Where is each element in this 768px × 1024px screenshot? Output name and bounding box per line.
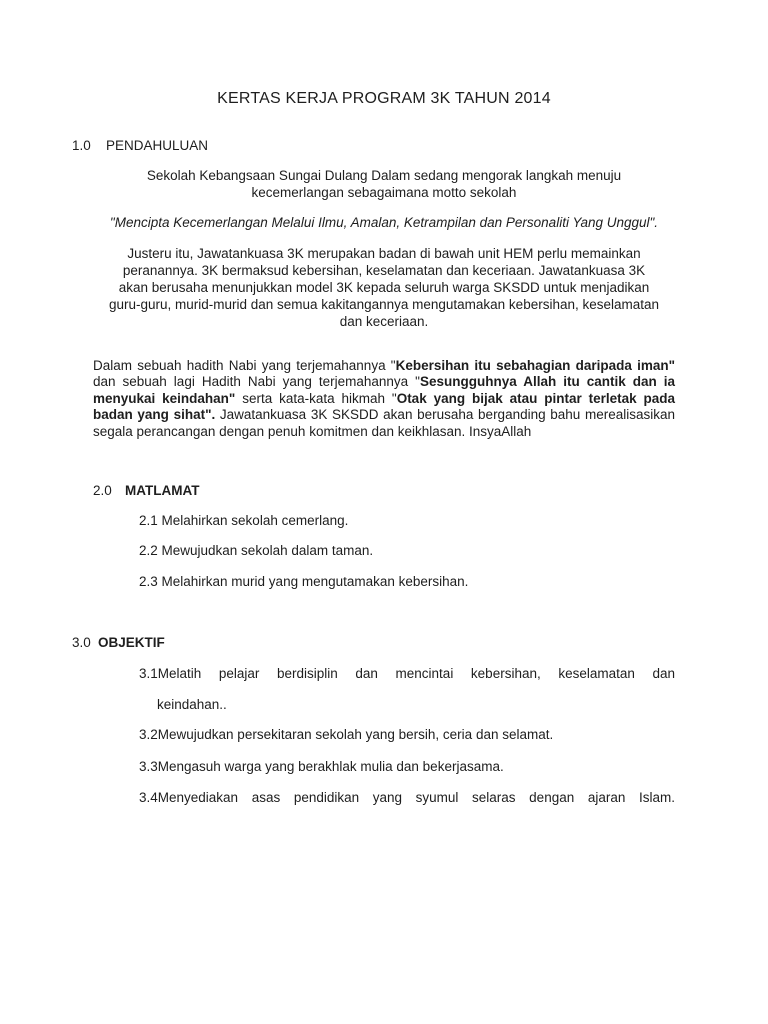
- section-heading-goals: [93, 482, 199, 499]
- objective-item: 3.2Mewujudkan persekitaran sekolah yang bersih, ceria dan selamat.: [139, 727, 554, 742]
- objective-item-continuation: keindahan..: [157, 697, 227, 712]
- intro-paragraph-line: Sekolah Kebangsaan Sungai Dulang Dalam sedang mengorak langkah menuju: [146, 168, 622, 183]
- section-title: MATLAMAT: [125, 483, 200, 498]
- document-title: KERTAS KERJA PROGRAM 3K TAHUN 2014: [217, 90, 551, 107]
- section-title: OBJEKTIF: [98, 635, 165, 650]
- goal-item: 2.3 Melahirkan murid yang mengutamakan kebersihan.: [139, 574, 469, 589]
- goal-item: 2.2 Mewujudkan sekolah dalam taman.: [139, 543, 374, 558]
- hadith-paragraph: [93, 358, 675, 440]
- section-number: 1.0: [72, 138, 91, 153]
- section-title: PENDAHULUAN: [106, 138, 209, 153]
- intro-paragraph-line: Justeru itu, Jawatankuasa 3K merupakan badan di bawah unit HEM perlu memainkan: [127, 246, 641, 261]
- intro-paragraph-line: kecemerlangan sebagaimana motto sekolah: [251, 185, 517, 200]
- objective-item: 3.1Melatih pelajar berdisiplin dan mencintai kebersihan, keselamatan dan: [139, 666, 675, 681]
- section-heading-intro: [72, 137, 208, 154]
- objective-item: 3.3Mengasuh warga yang berakhlak mulia dan bekerjasama.: [139, 759, 504, 774]
- hadith-quote: Sesungguhnya Allah itu cantik dan ia menyukai keindahan": [93, 374, 675, 406]
- hadith-text: serta kata-kata hikmah ": [235, 390, 397, 406]
- intro-paragraph-line: guru-guru, murid-murid dan semua kakitangannya mengutamakan kebersihan, keselamatan: [108, 297, 660, 312]
- intro-paragraph-line: akan berusaha menunjukkan model 3K kepada seluruh warga SKSDD untuk menjadikan: [118, 280, 650, 295]
- hadith-text: Dalam sebuah hadith Nabi yang terjemahannya ": [93, 358, 396, 373]
- wisdom-quote: Otak yang bijak atau pintar terletak pada badan yang sihat".: [93, 390, 676, 423]
- school-motto: "Mencipta Kecemerlangan Melalui Ilmu, Amalan, Ketrampilan dan Personaliti Yang Unggul".: [109, 215, 659, 230]
- section-number: 3.0: [72, 635, 91, 650]
- section-number: 2.0: [93, 483, 112, 498]
- hadith-text: dan sebuah lagi Hadith Nabi yang terjemahannya ": [93, 374, 420, 390]
- goal-item: 2.1 Melahirkan sekolah cemerlang.: [139, 513, 349, 528]
- intro-paragraph-line: peranannya. 3K bermaksud kebersihan, keselamatan dan keceriaan. Jawatankuasa 3K: [122, 263, 646, 278]
- intro-paragraph-line: dan keceriaan.: [339, 314, 429, 329]
- objective-item: 3.4Menyediakan asas pendidikan yang syumul selaras dengan ajaran Islam.: [139, 790, 675, 805]
- hadith-text: Jawatankuasa 3K SKSDD akan berusaha berganding bahu merealisasikan segala perancangan dengan penuh komitmen dan keikhlasan. InsyaAllah: [93, 407, 675, 439]
- hadith-quote: Kebersihan itu sebahagian daripada iman": [395, 358, 675, 373]
- section-heading-objectives: [72, 634, 165, 651]
